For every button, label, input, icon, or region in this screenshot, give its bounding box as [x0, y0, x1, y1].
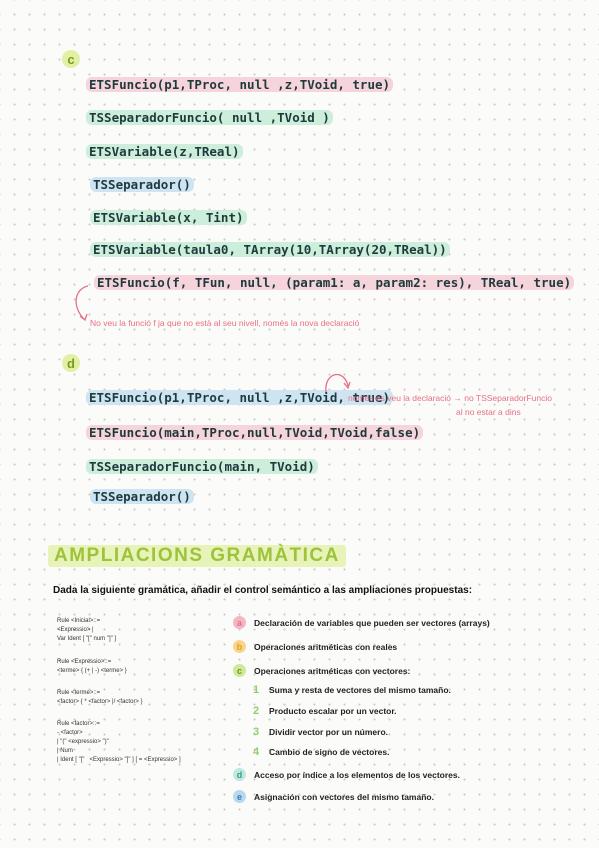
section-d-note-continued: al no estar a dins [456, 407, 521, 417]
extension-item: a Declaración de variables que pueden ser vectores (arrays) [233, 616, 490, 629]
section-d-note: només es veu la declaració → no TSSeparadorFuncio [348, 393, 552, 403]
code-line: ETSFuncio(f, TFun, null, (param1: a, param2: res), TReal, true) [94, 275, 574, 290]
code-line: ETSFuncio(p1,TProc, null ,z,TVoid, true) [86, 77, 393, 92]
grammar-rule: Rule <factor>::= - <factor> | "(" <expressio> ")" | Num | Ident [ "[" <Expressio> "]" ] [ = <Expressio> ] [57, 721, 181, 763]
instruction-text: Dada la siguiente gramática, añadir el control semántico a las ampliaciones propuestas: [53, 585, 473, 596]
sub-item: 4 Cambio de signo de vectores. [252, 746, 390, 758]
code-line: ETSVariable(z,TReal) [86, 144, 243, 159]
badge-a: a [233, 616, 246, 629]
code-line: ETSVariable(taula0, TArray(10,TArray(20,TReal)) [90, 242, 450, 257]
grammar-rule: Rule <Inicial>::= <Expressio> | Var Ident [ "[" num "]" ] [57, 618, 117, 642]
badge-b: b [233, 640, 246, 653]
code-line: TSSeparador() [90, 489, 194, 504]
grammar-rule: Rule <terme>::= <factor> { * <factor> |/ <factor> } [57, 690, 143, 705]
code-line: ETSVariable(x, Tint) [90, 210, 247, 225]
curved-arrow-icon [322, 366, 352, 396]
code-line: TSSeparador() [90, 177, 194, 192]
section-d-marker: d [62, 354, 80, 372]
code-line: TSSeparadorFuncio( null ,TVoid ) [86, 110, 333, 125]
sub-item: 2 Producto escalar por un vector. [252, 705, 397, 717]
code-line: TSSeparadorFuncio(main, TVoid) [86, 459, 318, 474]
extension-item: e Asignación con vectores del mismo tamaño. [233, 790, 434, 803]
section-c-note: No veu la funció f ja que no està al seu nivell, només la nova declaració [90, 318, 360, 328]
extension-item: d Acceso por índice a los elementos de los vectores. [233, 768, 460, 781]
grammar-rule: Rule <Expressio>::= <terme> { (+ | -) <terme> } [57, 659, 127, 674]
section-c-marker: c [62, 50, 80, 68]
extension-item: c Operaciones aritméticas con vectores: [233, 664, 410, 677]
code-line: ETSFuncio(main,TProc,null,TVoid,TVoid,false) [86, 425, 423, 440]
badge-d: d [233, 768, 246, 781]
page-title: AMPLIACIONS GRAMÀTICA [48, 545, 346, 567]
code-line: ETSFuncio(p1,TProc, null ,z,TVoid, true) [86, 390, 393, 405]
extension-item: b Operaciones aritméticas con reales [233, 640, 397, 653]
sub-item: 3 Dividir vector por un número. [252, 726, 389, 738]
badge-e: e [233, 790, 246, 803]
badge-c: c [233, 664, 246, 677]
sub-item: 1 Suma y resta de vectores del mismo tamaño. [252, 684, 451, 696]
